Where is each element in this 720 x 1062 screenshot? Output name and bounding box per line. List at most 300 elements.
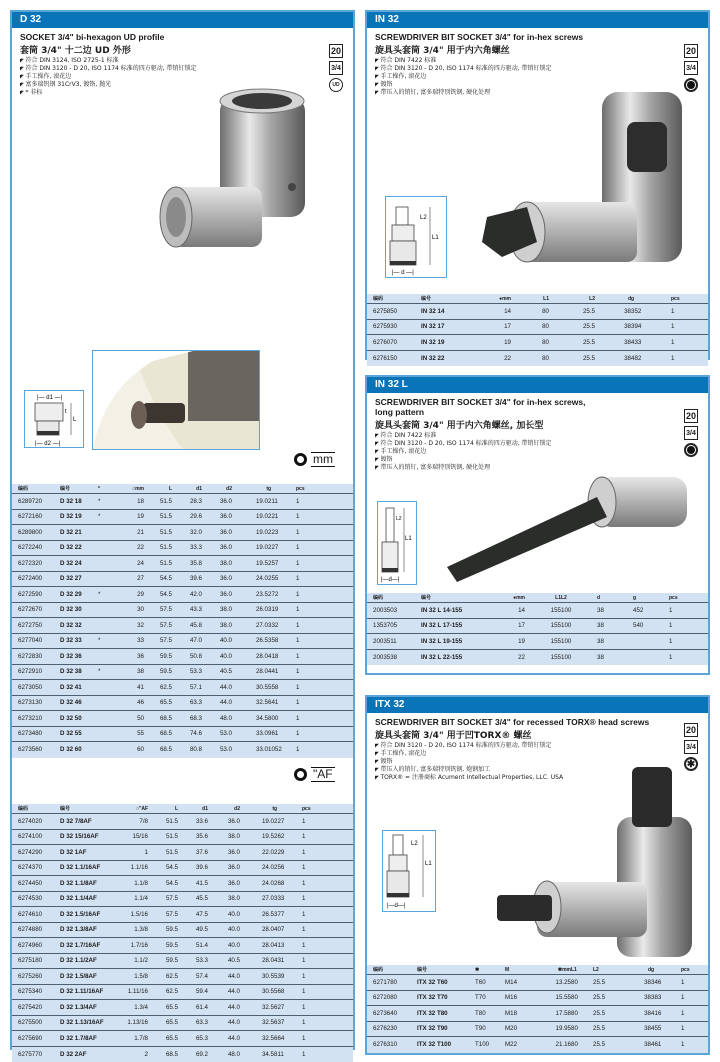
table-cell: 19.0 xyxy=(240,818,274,825)
table-cell: 431 xyxy=(274,957,302,964)
column-header: L2 xyxy=(593,967,627,973)
table-row xyxy=(12,985,353,1001)
table-cell: 1 xyxy=(296,606,310,613)
table-cell: 2003503 xyxy=(373,607,421,614)
table-cell: 19 xyxy=(116,513,144,520)
table-cell: D 32 1.11/16AF xyxy=(60,988,118,995)
table-row xyxy=(367,351,708,367)
table-cell: 30 xyxy=(116,606,144,613)
table-cell: 54.5 xyxy=(148,880,178,887)
table-cell: 14 xyxy=(495,607,525,614)
table-cell: 1 xyxy=(302,895,316,902)
table-cell: 30.5 xyxy=(240,973,274,980)
table-cell: 37.6 xyxy=(178,849,208,856)
table-cell: 627 xyxy=(274,1004,302,1011)
table-cell: 57.5 xyxy=(148,911,178,918)
table-cell: * xyxy=(98,668,116,675)
table-cell: IN 32 L 17-155 xyxy=(421,622,495,629)
table-cell: IN 32 22 xyxy=(421,355,481,362)
column-header: ●mm xyxy=(495,595,525,601)
table-cell: 46 xyxy=(116,699,144,706)
table-cell: D 32 1.1/2AF xyxy=(60,957,118,964)
table-cell: D 32 7/8AF xyxy=(60,818,118,825)
table-cell: 19 xyxy=(495,638,525,645)
table-cell: 100 xyxy=(561,607,597,614)
table-cell: 7/8 xyxy=(118,818,148,825)
itx32-title-cn: 旋具头套筒 3/4" 用于凹TORX® 螺丝 xyxy=(375,728,708,741)
column-header: L xyxy=(144,486,172,492)
column-header: g xyxy=(631,296,671,302)
table-cell: 637 xyxy=(274,1019,302,1026)
table-cell: 38 xyxy=(595,323,631,330)
table-cell: 38.0 xyxy=(208,895,240,902)
table-cell: 568 xyxy=(274,988,302,995)
table-cell: 17.58 xyxy=(541,1010,571,1017)
table-header xyxy=(12,484,353,494)
table-cell: 1 xyxy=(296,560,310,567)
table-row xyxy=(12,969,353,985)
table-cell: 44.0 xyxy=(208,1004,240,1011)
table-cell: 1 xyxy=(302,988,316,995)
table-cell: 1 xyxy=(302,864,316,871)
table-row xyxy=(12,727,353,743)
unit-af-label: "AF xyxy=(294,767,335,782)
column-header: 编码 xyxy=(373,966,417,973)
table-cell: 38 xyxy=(597,622,633,629)
table-cell: 32.5 xyxy=(240,1019,274,1026)
table-cell: 65.3 xyxy=(178,1035,208,1042)
feature: ◤ 富多瑞钒钢 31CrV3, 镀铬, 抛光 xyxy=(20,81,353,89)
table-cell: 29 xyxy=(116,591,144,598)
table-cell: 36.0 xyxy=(202,513,232,520)
table-cell: 80 xyxy=(571,994,593,1001)
in32-features xyxy=(375,57,708,97)
in32l-dimension-diagram xyxy=(377,501,417,585)
table-cell: 1 xyxy=(302,818,316,825)
table-cell: 45.5 xyxy=(178,895,208,902)
table-cell: 1 xyxy=(296,746,310,753)
table-cell: 68.5 xyxy=(144,746,172,753)
table-cell: 2003538 xyxy=(373,654,421,661)
column-header: d xyxy=(597,595,633,601)
table-cell: 6274530 xyxy=(18,895,60,902)
table-cell: 32.5 xyxy=(240,1035,274,1042)
table-row xyxy=(12,649,353,665)
table-cell: 6272670 xyxy=(18,606,60,613)
table-cell: 28.0 xyxy=(232,653,268,660)
table-cell: 1 xyxy=(681,979,697,986)
table-row xyxy=(12,587,353,603)
table-cell: 6274450 xyxy=(18,880,60,887)
column-header: t xyxy=(232,486,268,492)
column-header: g xyxy=(274,806,302,812)
table-cell: 1 xyxy=(296,668,310,675)
table-cell: 54.5 xyxy=(148,864,178,871)
table-cell: 352 xyxy=(631,308,671,315)
table-cell: 65.5 xyxy=(148,1019,178,1026)
column-header: pcs xyxy=(671,296,695,302)
table-cell: 80 xyxy=(571,1010,593,1017)
table-cell: 19.95 xyxy=(541,1025,571,1032)
table-cell: 38.0 xyxy=(202,560,232,567)
table-header xyxy=(12,804,353,814)
table-cell: 80 xyxy=(571,979,593,986)
table-cell: 47.5 xyxy=(178,911,208,918)
table-cell: M14 xyxy=(505,979,541,986)
table-cell: 45.8 xyxy=(172,622,202,629)
table-cell: 540 xyxy=(633,622,669,629)
table-cell: 38 xyxy=(595,339,631,346)
table-cell: 40.0 xyxy=(208,911,240,918)
table-cell: 38 xyxy=(627,1025,651,1032)
table-cell: 35.8 xyxy=(172,560,202,567)
table-cell: ITX 32 T100 xyxy=(417,1041,475,1048)
table-cell: 54.5 xyxy=(144,591,172,598)
table-row xyxy=(12,696,353,712)
table-cell: 59.5 xyxy=(148,957,178,964)
column-header: 编码 xyxy=(18,485,60,492)
column-header: d2 xyxy=(202,486,232,492)
table-cell: 6275930 xyxy=(373,323,421,330)
in32l-title-en: SCREWDRIVER BIT SOCKET 3/4" for in-hex screws, xyxy=(375,397,708,407)
table-cell: 53.3 xyxy=(178,957,208,964)
table-cell: 68.5 xyxy=(148,1051,178,1058)
column-header: 编码 xyxy=(373,295,421,302)
table-cell: 22 xyxy=(116,544,144,551)
itx32-table xyxy=(367,965,708,1053)
table-row xyxy=(12,830,353,846)
d32-panel xyxy=(10,10,355,1050)
table-cell: 6271780 xyxy=(373,979,417,986)
table-row xyxy=(367,975,708,991)
table-cell: 53.0 xyxy=(202,730,232,737)
table-cell: 18 xyxy=(116,498,144,505)
table-cell: 1 xyxy=(669,607,693,614)
table-cell: 6275850 xyxy=(373,308,421,315)
table-cell: 38 xyxy=(595,355,631,362)
table-cell: 32.5 xyxy=(232,699,268,706)
in32-badges xyxy=(684,44,698,92)
hex-icon xyxy=(294,768,307,781)
in32-header: IN 32 xyxy=(367,12,708,28)
table-cell: 69.2 xyxy=(178,1051,208,1058)
table-cell: 6276150 xyxy=(373,355,421,362)
table-cell: 38 xyxy=(595,308,631,315)
table-cell: 1 xyxy=(296,637,310,644)
table-cell: 482 xyxy=(631,355,671,362)
itx32-header: ITX 32 xyxy=(367,697,708,713)
table-cell: 28.0 xyxy=(240,942,274,949)
table-cell: 51.5 xyxy=(144,560,172,567)
table-cell: 26.0 xyxy=(232,606,268,613)
table-cell: 51.5 xyxy=(148,818,178,825)
table-cell: 80 xyxy=(511,355,549,362)
table-cell: 25.5 xyxy=(593,1041,627,1048)
table-cell: 41 xyxy=(116,684,144,691)
table-cell: 28.0 xyxy=(232,668,268,675)
column-header: t xyxy=(240,806,274,812)
d32-application-photo xyxy=(92,350,260,450)
table-cell: 49.5 xyxy=(178,926,208,933)
table-cell: 100 xyxy=(561,638,597,645)
table-cell: 57.1 xyxy=(172,684,202,691)
table-cell: 36.0 xyxy=(208,880,240,887)
table-cell: M16 xyxy=(505,994,541,1001)
column-header: g xyxy=(651,967,681,973)
table-cell: 1 xyxy=(296,715,310,722)
drive-20-badge: 20 xyxy=(684,723,698,737)
table-cell: D 32 55 xyxy=(60,730,98,737)
table-cell: 1 xyxy=(671,323,695,330)
column-header: * xyxy=(98,486,116,492)
table-cell: 19.5 xyxy=(240,833,274,840)
column-header: 编号 xyxy=(417,966,475,973)
d32-product-image xyxy=(142,87,312,267)
table-cell: 6272240 xyxy=(18,544,60,551)
table-row xyxy=(367,634,708,650)
table-cell: 100 xyxy=(561,622,597,629)
table-cell: 51.5 xyxy=(144,513,172,520)
table-cell: 1.1/8 xyxy=(118,880,148,887)
column-header: ●mm xyxy=(481,296,511,302)
table-cell: 57.5 xyxy=(144,606,172,613)
table-cell: 155 xyxy=(525,607,561,614)
table-row xyxy=(12,525,353,541)
table-cell: 19.0 xyxy=(232,513,268,520)
in32l-table xyxy=(367,593,708,665)
table-cell: 65.5 xyxy=(148,1035,178,1042)
table-cell: 155 xyxy=(525,638,561,645)
table-cell: 40.5 xyxy=(202,668,232,675)
table-cell: D 32 22 xyxy=(60,544,98,551)
table-row xyxy=(12,603,353,619)
table-cell: D 32 1.13/16AF xyxy=(60,1019,118,1026)
table-cell: 59.5 xyxy=(144,653,172,660)
table-cell: 80 xyxy=(571,1041,593,1048)
table-cell: 32 xyxy=(116,622,144,629)
feature: ◤ * 非标 xyxy=(20,89,353,97)
column-header: 编号 xyxy=(60,485,98,492)
table-cell: 80 xyxy=(511,308,549,315)
table-cell: 80.8 xyxy=(172,746,202,753)
table-cell: 1353705 xyxy=(373,622,421,629)
table-cell: 6274100 xyxy=(18,833,60,840)
table-cell: 255 xyxy=(268,575,296,582)
table-cell: 6273050 xyxy=(18,684,60,691)
table-row xyxy=(367,991,708,1007)
table-cell: 38 xyxy=(627,1041,651,1048)
d32-badges xyxy=(329,44,343,92)
table-cell: 80 xyxy=(511,323,549,330)
column-header: pcs xyxy=(302,806,316,812)
table-cell: D 32 50 xyxy=(60,715,98,722)
feature: ◤ 手工操作, 滚花边 xyxy=(375,750,708,758)
feature: ◤ 镀铬 xyxy=(375,758,708,766)
table-row xyxy=(12,845,353,861)
table-cell: 6272910 xyxy=(18,668,60,675)
table-cell: 19.0 xyxy=(232,498,268,505)
table-cell: 1 xyxy=(302,942,316,949)
table-cell: 38 xyxy=(116,668,144,675)
table-cell: 55 xyxy=(116,730,144,737)
table-cell: 28.0 xyxy=(240,926,274,933)
d32-header: D 32 xyxy=(12,12,353,28)
table-cell: 22 xyxy=(481,355,511,362)
table-cell: 44.0 xyxy=(208,973,240,980)
table-cell: 394 xyxy=(631,323,671,330)
table-cell: 6289800 xyxy=(18,529,60,536)
table-cell: 6275180 xyxy=(18,957,60,964)
table-cell: 74.6 xyxy=(172,730,202,737)
table-cell: 19.5 xyxy=(232,560,268,567)
column-header: pcs xyxy=(296,486,310,492)
table-cell: 62.5 xyxy=(144,684,172,691)
table-cell: 664 xyxy=(274,1035,302,1042)
table-cell: 63.3 xyxy=(178,1019,208,1026)
table-cell: 1 xyxy=(302,1051,316,1058)
svg-text:L1: L1 xyxy=(425,861,432,867)
table-cell: 19 xyxy=(481,339,511,346)
column-header: L2 xyxy=(549,296,595,302)
svg-text:|—d—|: |—d—| xyxy=(381,577,400,583)
table-cell: 57.5 xyxy=(148,895,178,902)
table-cell: M18 xyxy=(505,1010,541,1017)
table-cell: 6273640 xyxy=(373,1010,417,1017)
table-cell: 407 xyxy=(274,926,302,933)
table-cell: 13.25 xyxy=(541,979,571,986)
table-cell: 433 xyxy=(631,339,671,346)
table-cell: D 32 1.7/16AF xyxy=(60,942,118,949)
table-cell: 51.5 xyxy=(144,544,172,551)
table-cell: IN 32 19 xyxy=(421,339,481,346)
table-cell: 40.0 xyxy=(208,926,240,933)
svg-text:L2: L2 xyxy=(420,215,427,221)
table-row xyxy=(12,742,353,758)
table-cell: * xyxy=(98,591,116,598)
table-cell: 33.0 xyxy=(232,730,268,737)
table-cell: D 32 18 xyxy=(60,498,98,505)
column-header: L xyxy=(148,806,178,812)
table-cell: D 32 1.7/8AF xyxy=(60,1035,118,1042)
column-header: g xyxy=(633,595,669,601)
table-cell: T100 xyxy=(475,1041,505,1048)
table-cell: 6275770 xyxy=(18,1051,60,1058)
table-cell: T70 xyxy=(475,994,505,1001)
table-cell: 1 xyxy=(302,911,316,918)
column-header: L1 xyxy=(525,595,561,601)
table-cell: 413 xyxy=(274,942,302,949)
table-cell: 26.5 xyxy=(232,637,268,644)
table-cell: 17 xyxy=(481,323,511,330)
feature: ◤ 带压入的销钉, 富多瑞特别钒钢, 硬化处理 xyxy=(375,464,708,472)
table-cell: 6275260 xyxy=(18,973,60,980)
table-cell: 68.3 xyxy=(172,715,202,722)
table-cell: IN 32 14 xyxy=(421,308,481,315)
table-cell: 36.0 xyxy=(202,575,232,582)
table-cell: 25.5 xyxy=(549,308,595,315)
table-cell: 441 xyxy=(268,668,296,675)
table-cell: 1 xyxy=(681,1010,697,1017)
table-row xyxy=(12,556,353,572)
drive-20-badge: 20 xyxy=(329,44,343,58)
table-cell: 36.0 xyxy=(202,498,232,505)
table-cell: 155 xyxy=(525,622,561,629)
table-cell: 461 xyxy=(651,1041,681,1048)
svg-text:|— d —|: |— d —| xyxy=(392,270,414,276)
table-row xyxy=(12,938,353,954)
d32-metric-table xyxy=(12,484,353,758)
feature: ◤ 镀铬 xyxy=(375,81,708,89)
table-cell: 61.4 xyxy=(178,1004,208,1011)
table-cell: 33.0 xyxy=(232,746,268,753)
table-cell: 1.3/4 xyxy=(118,1004,148,1011)
in32-panel xyxy=(365,10,710,360)
table-header xyxy=(367,593,708,603)
drive-3-4-badge: 3/4 xyxy=(684,61,698,75)
table-cell: * xyxy=(98,498,116,505)
in32-title-en: SCREWDRIVER BIT SOCKET 3/4" for in-hex screws xyxy=(375,32,708,42)
table-cell: 961 xyxy=(268,730,296,737)
table-cell: M20 xyxy=(505,1025,541,1032)
table-cell: 34.5 xyxy=(232,715,268,722)
svg-text:t: t xyxy=(65,409,67,415)
table-cell: 51.4 xyxy=(178,942,208,949)
table-cell: 811 xyxy=(274,1051,302,1058)
table-row xyxy=(12,665,353,681)
table-cell: 27 xyxy=(116,575,144,582)
feature: ◤ 符合 DIN 3124, ISO 2725-1 标准 xyxy=(20,57,353,65)
column-header: 编号 xyxy=(60,805,118,812)
table-cell: 268 xyxy=(274,880,302,887)
table-cell: ITX 32 T80 xyxy=(417,1010,475,1017)
table-cell: 17 xyxy=(495,622,525,629)
column-header: g xyxy=(268,486,296,492)
table-cell: 39.6 xyxy=(178,864,208,871)
feature: ◤ 符合 DIN 3120 - D 20, ISO 1174 标准的四方驱动, 带销钉锁定 xyxy=(20,65,353,73)
table-cell: 455 xyxy=(651,1025,681,1032)
table-row xyxy=(367,304,708,320)
table-cell: 38 xyxy=(627,979,651,986)
table-row xyxy=(367,1022,708,1038)
table-cell: 15.55 xyxy=(541,994,571,1001)
column-header: 编码 xyxy=(373,594,421,601)
table-cell: * xyxy=(98,513,116,520)
table-cell: 6277040 xyxy=(18,637,60,644)
table-cell: 1 xyxy=(296,591,310,598)
table-cell: 44.0 xyxy=(208,1035,240,1042)
table-row xyxy=(12,1016,353,1032)
table-cell: 6272080 xyxy=(373,994,417,1001)
table-cell: 1 xyxy=(302,926,316,933)
table-row xyxy=(12,892,353,908)
table-cell: 6272320 xyxy=(18,560,60,567)
table-row xyxy=(12,923,353,939)
table-cell: 6272160 xyxy=(18,513,60,520)
table-cell: 1 xyxy=(296,622,310,629)
in32-table xyxy=(367,294,708,366)
table-cell: D 32 32 xyxy=(60,622,98,629)
in32l-header: IN 32 L xyxy=(367,377,708,393)
table-cell: 1.11/16 xyxy=(118,988,148,995)
table-cell: 1.7/8 xyxy=(118,1035,148,1042)
table-cell: 21 xyxy=(116,529,144,536)
table-cell: D 32 33 xyxy=(60,637,98,644)
table-cell: D 32 1.3/4AF xyxy=(60,1004,118,1011)
table-cell: 1 xyxy=(681,1025,697,1032)
table-cell: 1 xyxy=(296,513,310,520)
table-cell: 51.5 xyxy=(148,833,178,840)
table-cell: 80 xyxy=(571,1025,593,1032)
